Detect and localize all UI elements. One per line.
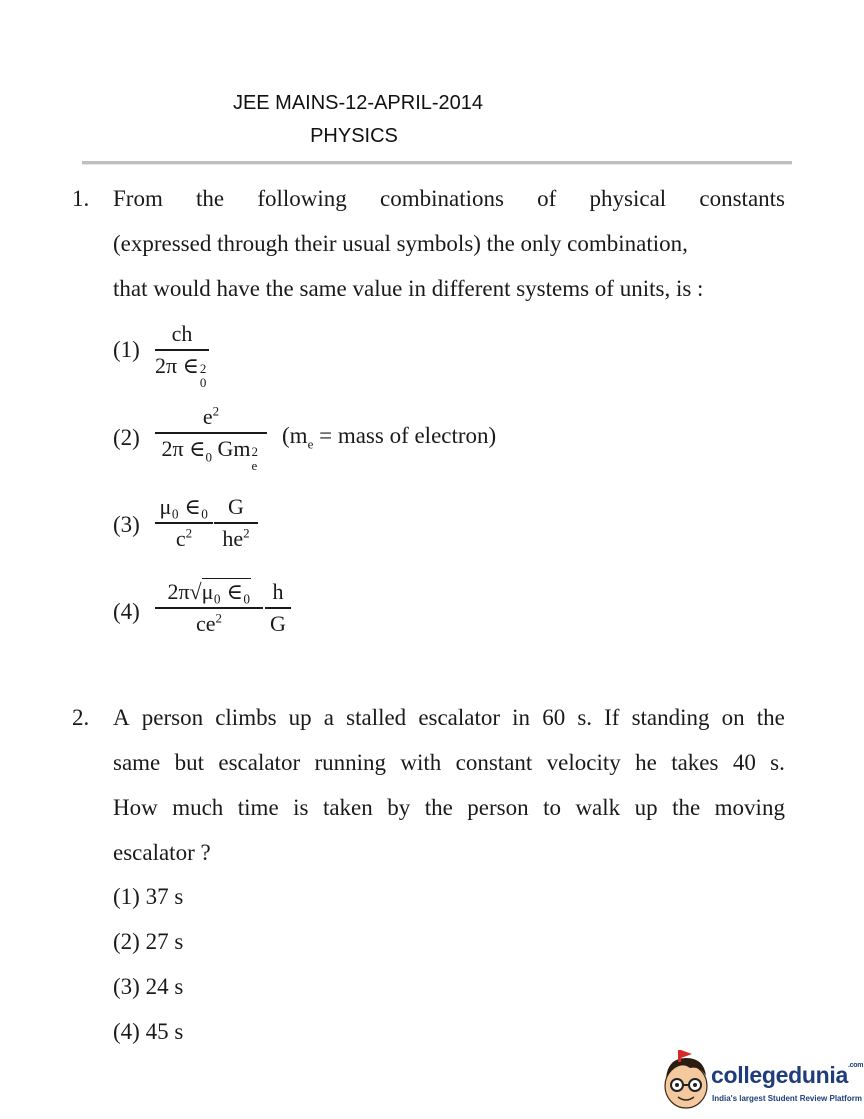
fraction-denominator: $ce^2$ — [195, 610, 223, 636]
word: same — [113, 750, 161, 775]
exam-title: JEE MAINS-12-APRIL-2014 — [232, 92, 484, 114]
q1-option-1-label: (1) — [113, 337, 140, 362]
word: on — [721, 705, 745, 730]
q1-line-3: that would have the same value in different systems of units, is : — [113, 276, 704, 301]
q1-option-4-label: (4) — [113, 599, 140, 624]
q2-line-4: escalator ? — [113, 840, 211, 865]
word: of — [537, 186, 557, 211]
subject-title: PHYSICS — [310, 125, 398, 147]
word: constant — [455, 750, 533, 775]
word: following — [257, 186, 347, 211]
word: the — [196, 186, 225, 211]
fraction-numerator: μ₀ ∈₀ — [159, 494, 209, 519]
header-divider — [82, 161, 792, 164]
word: physical — [589, 186, 667, 211]
fraction-numerator: G — [228, 494, 244, 519]
word: escalator — [418, 705, 501, 730]
logo-wordmark: collegedunia$^{.com}$ — [711, 1062, 864, 1088]
q1-option-3-fraction-2 — [214, 494, 258, 552]
fraction-numerator: h — [272, 579, 284, 604]
word: A — [113, 705, 130, 730]
q2-line-3 — [113, 795, 785, 821]
mascot-icon — [660, 1048, 712, 1112]
word: taken — [322, 795, 373, 820]
q2-line-2 — [113, 750, 785, 776]
word: much — [172, 795, 224, 820]
q2-line-1 — [113, 705, 785, 731]
sqrt-sign: √ — [189, 579, 202, 604]
fraction-denominator: 2π $\in_0$ Gm 2 e — [161, 435, 258, 473]
word: From — [113, 186, 163, 211]
word: a — [323, 705, 335, 730]
word: with — [400, 750, 442, 775]
word: time — [237, 795, 279, 820]
word: person — [467, 795, 529, 820]
fraction-denominator: $c^2$ — [175, 525, 193, 551]
q1-option-2-fraction — [155, 403, 267, 473]
word: by — [387, 795, 411, 820]
word: velocity — [546, 750, 621, 775]
word: up — [288, 705, 312, 730]
word: walk — [575, 795, 621, 820]
word: is — [293, 795, 309, 820]
q1-option-4-fraction-1 — [155, 579, 263, 637]
word: but — [174, 750, 205, 775]
q1-option-2-label: (2) — [113, 425, 140, 450]
fraction-numerator: ch — [171, 321, 193, 346]
word: the — [672, 795, 701, 820]
fraction-denominator: 2π ∈ 2 0 — [155, 352, 207, 390]
q2-option-3: (3) 24 s — [113, 974, 184, 999]
fraction-bar — [214, 522, 258, 524]
q1-option-2-note: ($m_e$ = mass of electron) — [282, 423, 497, 452]
q1-option-3-label: (3) — [113, 512, 140, 537]
q2-number: 2. — [72, 705, 90, 730]
word: moving — [714, 795, 785, 820]
q2-option-1: (1) 37 s — [113, 884, 184, 909]
fraction-bar — [265, 607, 291, 609]
word: takes — [671, 750, 719, 775]
word: the — [756, 705, 785, 730]
word: standing — [631, 705, 710, 730]
fraction-bar — [155, 607, 263, 609]
word: running — [314, 750, 387, 775]
word: escalator — [218, 750, 301, 775]
word: 60 — [542, 705, 566, 730]
word: person — [141, 705, 204, 730]
q1-option-3-fraction-1 — [155, 494, 213, 552]
fraction-denominator: G — [270, 610, 286, 636]
word: he — [635, 750, 657, 775]
q1-number: 1. — [72, 186, 90, 211]
q2-option-4: (4) 45 s — [113, 1019, 184, 1044]
q1-option-4-fraction-2 — [265, 579, 291, 637]
word: s. — [770, 750, 785, 775]
word: the — [424, 795, 453, 820]
q2-option-2: (2) 27 s — [113, 929, 184, 954]
fraction-bar — [155, 522, 213, 524]
fraction-numerator: 2π√μ₀ ∈₀ — [167, 579, 251, 604]
fraction-bar — [155, 432, 267, 434]
fraction-numerator: $e^2$ — [202, 403, 220, 429]
word: constants — [699, 186, 785, 211]
word: combinations — [380, 186, 504, 211]
q1-option-1-fraction — [155, 321, 209, 390]
fraction-denominator: $he^2$ — [222, 525, 250, 551]
logo-tagline: India's largest Student Review Platform — [712, 1094, 862, 1103]
collegedunia-logo — [660, 1048, 864, 1114]
word: up — [634, 795, 658, 820]
word: s. — [577, 705, 593, 730]
word: 40 — [732, 750, 756, 775]
word: in — [512, 705, 531, 730]
word: to — [543, 795, 561, 820]
q1-line-2: (expressed through their usual symbols) the only combination, — [113, 231, 688, 256]
fraction-bar — [155, 349, 209, 351]
word: stalled — [346, 705, 407, 730]
word: How — [113, 795, 158, 820]
q1-line-1 — [113, 186, 785, 212]
word: If — [604, 705, 620, 730]
word: climbs — [215, 705, 277, 730]
